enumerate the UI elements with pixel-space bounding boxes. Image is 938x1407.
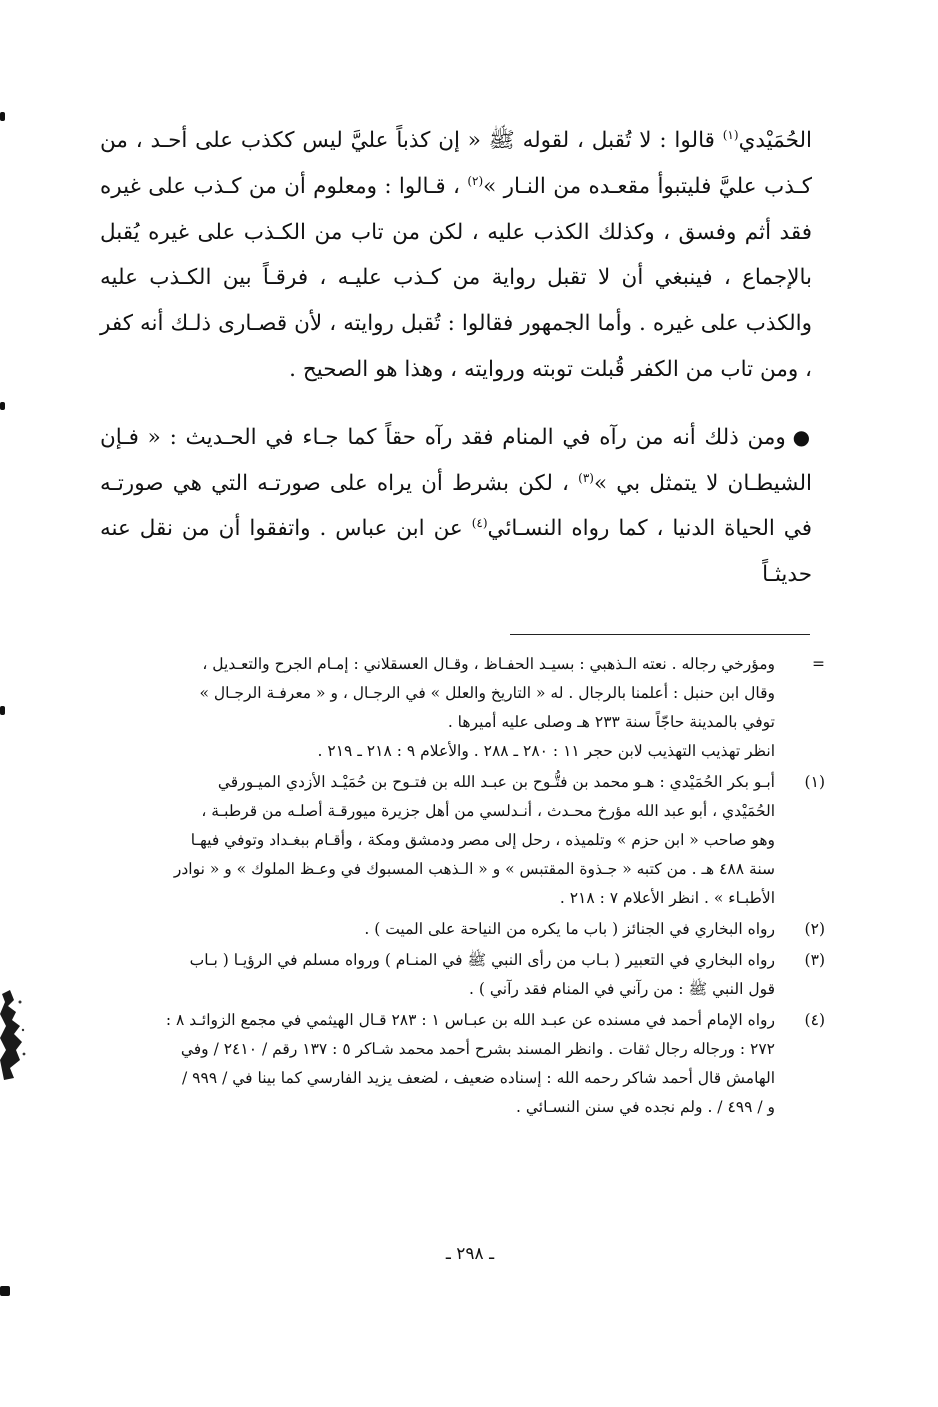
- footnote-line: قول النبي ﷺ : من رآني في المنام فقد رآني ) .: [469, 980, 775, 998]
- footnote-line: الحُمَيْدي ، أبو عبد الله مؤرخ محـدث ، أنـدلسي من أهل جزيرة ميورقـة أصلـه من قرطبـة ،: [201, 802, 775, 820]
- footnote-divider: [510, 634, 810, 635]
- page-number: ـ ٢٩٨ ـ: [445, 1244, 495, 1264]
- scan-mark: [0, 1286, 10, 1296]
- bullet-icon: ●: [792, 424, 812, 449]
- footnote-ref-1[interactable]: (١): [722, 127, 739, 142]
- text-span: قالوا : لا تُقبل ، لقوله ﷺ « إن كذباً عليَّ ليس ككذب على أحـد ، من كـذب عليَّ فليتبوأ مقعـده من النـار »: [100, 128, 813, 199]
- footnote-line: ٢٧٢ : ورجاله رجال ثقات . وانظر المسند بشرح أحمد محمد شـاكر ٥ : ١٣٧ رقم / ٢٤١٠ / وفي: [180, 1040, 775, 1058]
- footnote-line: وهو صاحب « ابن حزم » وتلميذه ، رحل إلى مصر ودمشق ومكة ، وأقـام ببغـداد وتوفي فيهـا: [190, 831, 775, 849]
- text-span: الحُمَيْدي: [738, 128, 812, 153]
- footnote-ref-2[interactable]: (٢): [467, 173, 484, 188]
- scan-mark: [0, 706, 5, 715]
- footnote-line: رواه البخاري في الجنائز ( باب ما يكره من النياحة على الميت ) .: [364, 920, 775, 938]
- scan-mark: [0, 402, 5, 410]
- text-span: ، لكن بشرط أن يراه على صورتـه التي هي صورتـه في الحياة الدنيا ، كما رواه النسـائي: [100, 470, 812, 542]
- footnote-line: سنة ٤٨٨ هـ . من كتبه « جـذوة المقتبس » و « الـذهب المسبوك في وعـظ الملوك » و « نوادر: [173, 860, 775, 878]
- footnote-line: رواه البخاري في التعبير ( بـاب من رأى النبي ﷺ في المنـام ) ورواه مسلم في الرؤيـا ( بـاب: [189, 951, 775, 969]
- footnote-4: [100, 1006, 825, 1122]
- footnote-number: (٤): [804, 1011, 825, 1029]
- footnote-number: =: [812, 655, 825, 673]
- paragraph-2: [100, 415, 812, 598]
- main-text: [100, 118, 812, 598]
- footnote-line: ومؤرخي رجاله . نعته الـذهبي : بسيـد الحفـاظ ، وقـال العسقلاني : إمـام الجرح والتعـديل ،: [202, 655, 775, 673]
- footnote-line: توفي بالمدينة حاجّاً سنة ٢٣٣ هـ وصلى عليه أميرها .: [447, 713, 775, 731]
- footnote-number: (١): [804, 773, 825, 791]
- text-span: عن ابن عباس . واتفقوا أن من نقل عنه حديثـاً: [100, 516, 812, 588]
- paragraph-1: [100, 118, 812, 393]
- text-span: ، قـالوا : ومعلوم أن من كـذب على غيره فقد أثم وفسق ، وكذلك الكذب عليه ، لكن من تاب من الكـذب على غيره يُقبل بالإجماع ، فينبغي أن لا تقبل رواية من كـذب عليـه ، فرقـاً بين الكـذب عليه والكذب على غيره . وأما الجمهور فقالوا : تُقبل روايته ، لأن قصـارى ذلـك أنه كفر ، ومن تاب من الكفر قُبلت توبته وروايته ، وهذا هو الصحيح .: [100, 173, 812, 382]
- footnote-line: أبـو بكر الحُمَيْدي : هـو محمد بن فتُّـوح بن عبـد الله بن فتـوح بن حُمَيْـد الأزدي الميـورقي: [217, 773, 775, 791]
- footnote-ref-3[interactable]: (٣): [578, 470, 594, 485]
- footnote-line: الهامش قال أحمد شاكر رحمه الله : إسناده ضعيف ، لضعف يزيد الفارسي كما بينا في / ٩٩٩ /: [182, 1069, 775, 1087]
- footnote-number: (٢): [804, 920, 825, 938]
- footnote-line: و / ٤٩٩ / . ولم نجده في سنن النسـائي .: [516, 1098, 775, 1116]
- text-span: ومن ذلك أنه من رآه في المنام فقد رآه حقاً كما جـاء في الحـديث : « فـإن الشيطـان لا يتمثل بي »: [100, 424, 812, 496]
- scan-mark: [0, 112, 5, 121]
- footnote-number: (٣): [804, 951, 825, 969]
- footnote-line: وقال ابن حنبل : أعلمنا بالرجال . له « التاريخ والعلل » في الرجـال ، و « معرفـة الرجـال »: [199, 684, 775, 702]
- footnote-2: [100, 915, 825, 944]
- footnote-1: [100, 768, 825, 913]
- footnotes: [100, 650, 825, 1124]
- scan-noise: [0, 990, 26, 1080]
- footnote-continued: [100, 650, 825, 766]
- footnote-ref-4[interactable]: (٤): [471, 516, 488, 531]
- footnote-3: [100, 946, 825, 1004]
- footnote-line: رواه الإمام أحمد في مسنده عن عبـد الله بن عبـاس ١ : ٢٨٣ قـال الهيثمي في مجمع الزوائـد ٨ :: [165, 1011, 775, 1029]
- footnote-line: الأطبـاء » . انظر الأعلام ٧ : ٢١٨ .: [559, 889, 775, 907]
- footnote-line: انظر تهذيب التهذيب لابن حجر ١١ : ٢٨٠ ـ ٢٨٨ . والأعلام ٩ : ٢١٨ ـ ٢١٩ .: [317, 742, 775, 760]
